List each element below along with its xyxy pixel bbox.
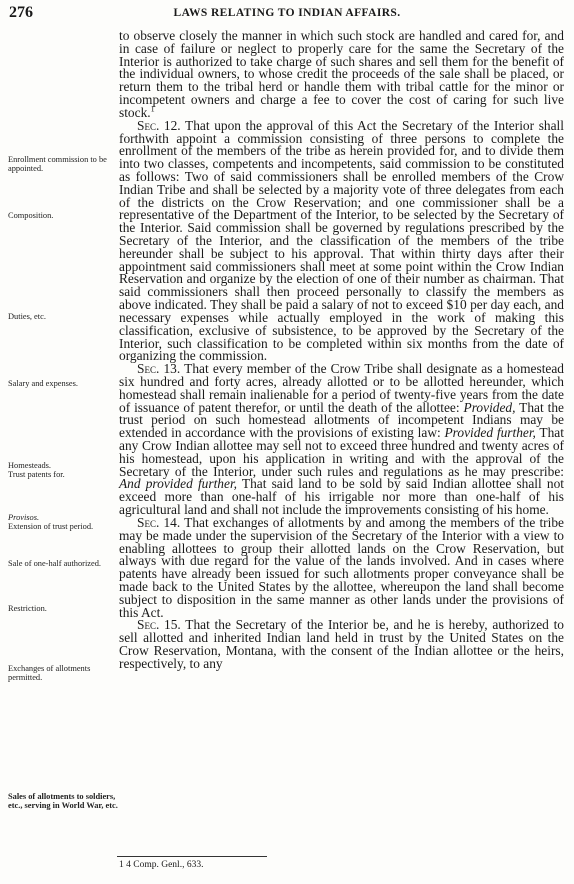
paragraph-continuation: to observe closely the manner in which such stock are handled and cared for, and in case of failure or neglect to properly care for the same the Secretary of the Interior is authorized to take charge of such shares and sell them for the benefit of the individual owners, to whose credit the proceeds of the sale shall be placed, or return them to the tribal herd or handle them with tribal cattle for the minor or incompetent owners and charge a fee to cover the cost of caring for such live stock.$^1$ — [119, 28, 564, 120]
section-label: Sec. 15. — [137, 617, 181, 633]
margin-note-extension: Extension of trust period. — [8, 522, 94, 531]
footnote-divider — [117, 856, 267, 857]
page-header — [0, 4, 574, 22]
section-12: Sec. 12. That upon the approval of this Act the Secretary of the Interior shall forthwith appoint a commission consisting of three persons to complete the enrollment of the members of the tribe as herein provided for, and to divide them into two classes, competents and incompetents, said commission to be constituted as follows: Two of said commissioners shall be enrolled members of the Crow Indian Tribe and shall be selected by a majority vote of three delegates from each of the districts on the Crow Reservation; and one commissioner shall be a representative of the Department of the Interior, to be selected by the Secretary of the Interior. Said commission shall be governed by regulations prescribed by the Secretary of the Interior, and the classification of the members of the tribe hereunder shall be subject to his approval. That within thirty days after their appointment said commissioners shall meet at some point within the Crow Indian Reservation and organize by the election of one of their number as chairman. That said commissioners shall then proceed personally to classify the members as above indicated. They shall be paid a salary of not to exceed $10 per day each, and necessary expenses while actually employed in the work of making this classification, exclusive of subsistence, to be approved by the Secretary of the Interior, such classification to be completed within six months from the date of organizing the commission. — [119, 117, 564, 364]
section-label: Sec. 14. — [137, 514, 181, 530]
margin-note-duties: Duties, etc. — [8, 312, 46, 321]
margin-note-restriction: Restriction. — [8, 604, 47, 613]
margin-note-sale: Sale of one-half authorized. — [8, 559, 102, 568]
margin-note-sales-soldiers: Sales of allotments to soldiers, etc., serving in World War, etc. — [8, 792, 118, 810]
section-15: Sec. 15. That the Secretary of the Interior be, and he is hereby, authorized to sell allotted and inherited Indian land held in trust by the United States on the Crow Reservation, Montana, with the consent of the Indian allottee or the heirs, respectively, to any — [119, 617, 564, 671]
footnote-ref: 1 — [150, 104, 155, 114]
body-text — [119, 30, 564, 671]
footnote: 1 4 Comp. Genl., 633. — [119, 860, 204, 870]
proviso-label: Provided further, — [444, 425, 536, 441]
section-label: Sec. 12. — [137, 117, 181, 133]
margin-note-enrollment: Enrollment commission to be appointed. — [8, 155, 107, 173]
page-number: 276 — [9, 4, 33, 21]
running-head: LAWS RELATING TO INDIAN AFFAIRS. — [173, 7, 401, 19]
margin-note-trust-patents: Trust patents for. — [8, 470, 65, 479]
margin-note-salary: Salary and expenses. — [8, 379, 79, 388]
section-14: Sec. 14. That exchanges of allotments by and among the members of the tribe may be made under the supervision of the Secretary of the Interior with a view to enabling allottees to group their allotted lands on the Crow Reservation, but always with due regard for the value of the lands involved. And in cases where patents have already been issued for such allotments proper conveyance shall be made back to the United States by the allottee, whereupon the land shall become subject to disposition in the same manner as other lands under the provisions of this Act. — [119, 514, 564, 620]
proviso-label: And provided further, — [119, 476, 238, 492]
margin-note-composition: Composition. — [8, 211, 54, 220]
margin-note-exchanges: Exchanges of allotments permitted. — [8, 664, 91, 682]
margin-note-provisos: Provisos. — [8, 513, 40, 522]
margin-note-homesteads: Homesteads. — [8, 461, 52, 470]
section-label: Sec. 13. — [137, 361, 181, 377]
section-13: Sec. 13. That every member of the Crow Tribe shall designate as a homestead six hundred and forty acres, already allotted or to be allotted hereunder, which homestead shall remain inalienable for a period of twenty-five years from the date of issuance of patent therefor, or until the death of the allottee: Provided, That the trust period on such homestead allotments of incompetent Indians may be extended in accordance with the provisions of existing law: Provided further, That any Crow Indian allottee may sell not to exceed three hundred and twenty acres of his homestead, upon his application in writing and with the approval of the Secretary of the Interior, under such rules and regulations as he may prescribe: And provided further, That said land to be sold by said Indian allottee shall not exceed more than one-half of his irrigable nor more than one-half of his agricultural land and shall not include the improvements consisting of his home. — [119, 361, 564, 518]
proviso-label: Provided, — [463, 399, 516, 415]
